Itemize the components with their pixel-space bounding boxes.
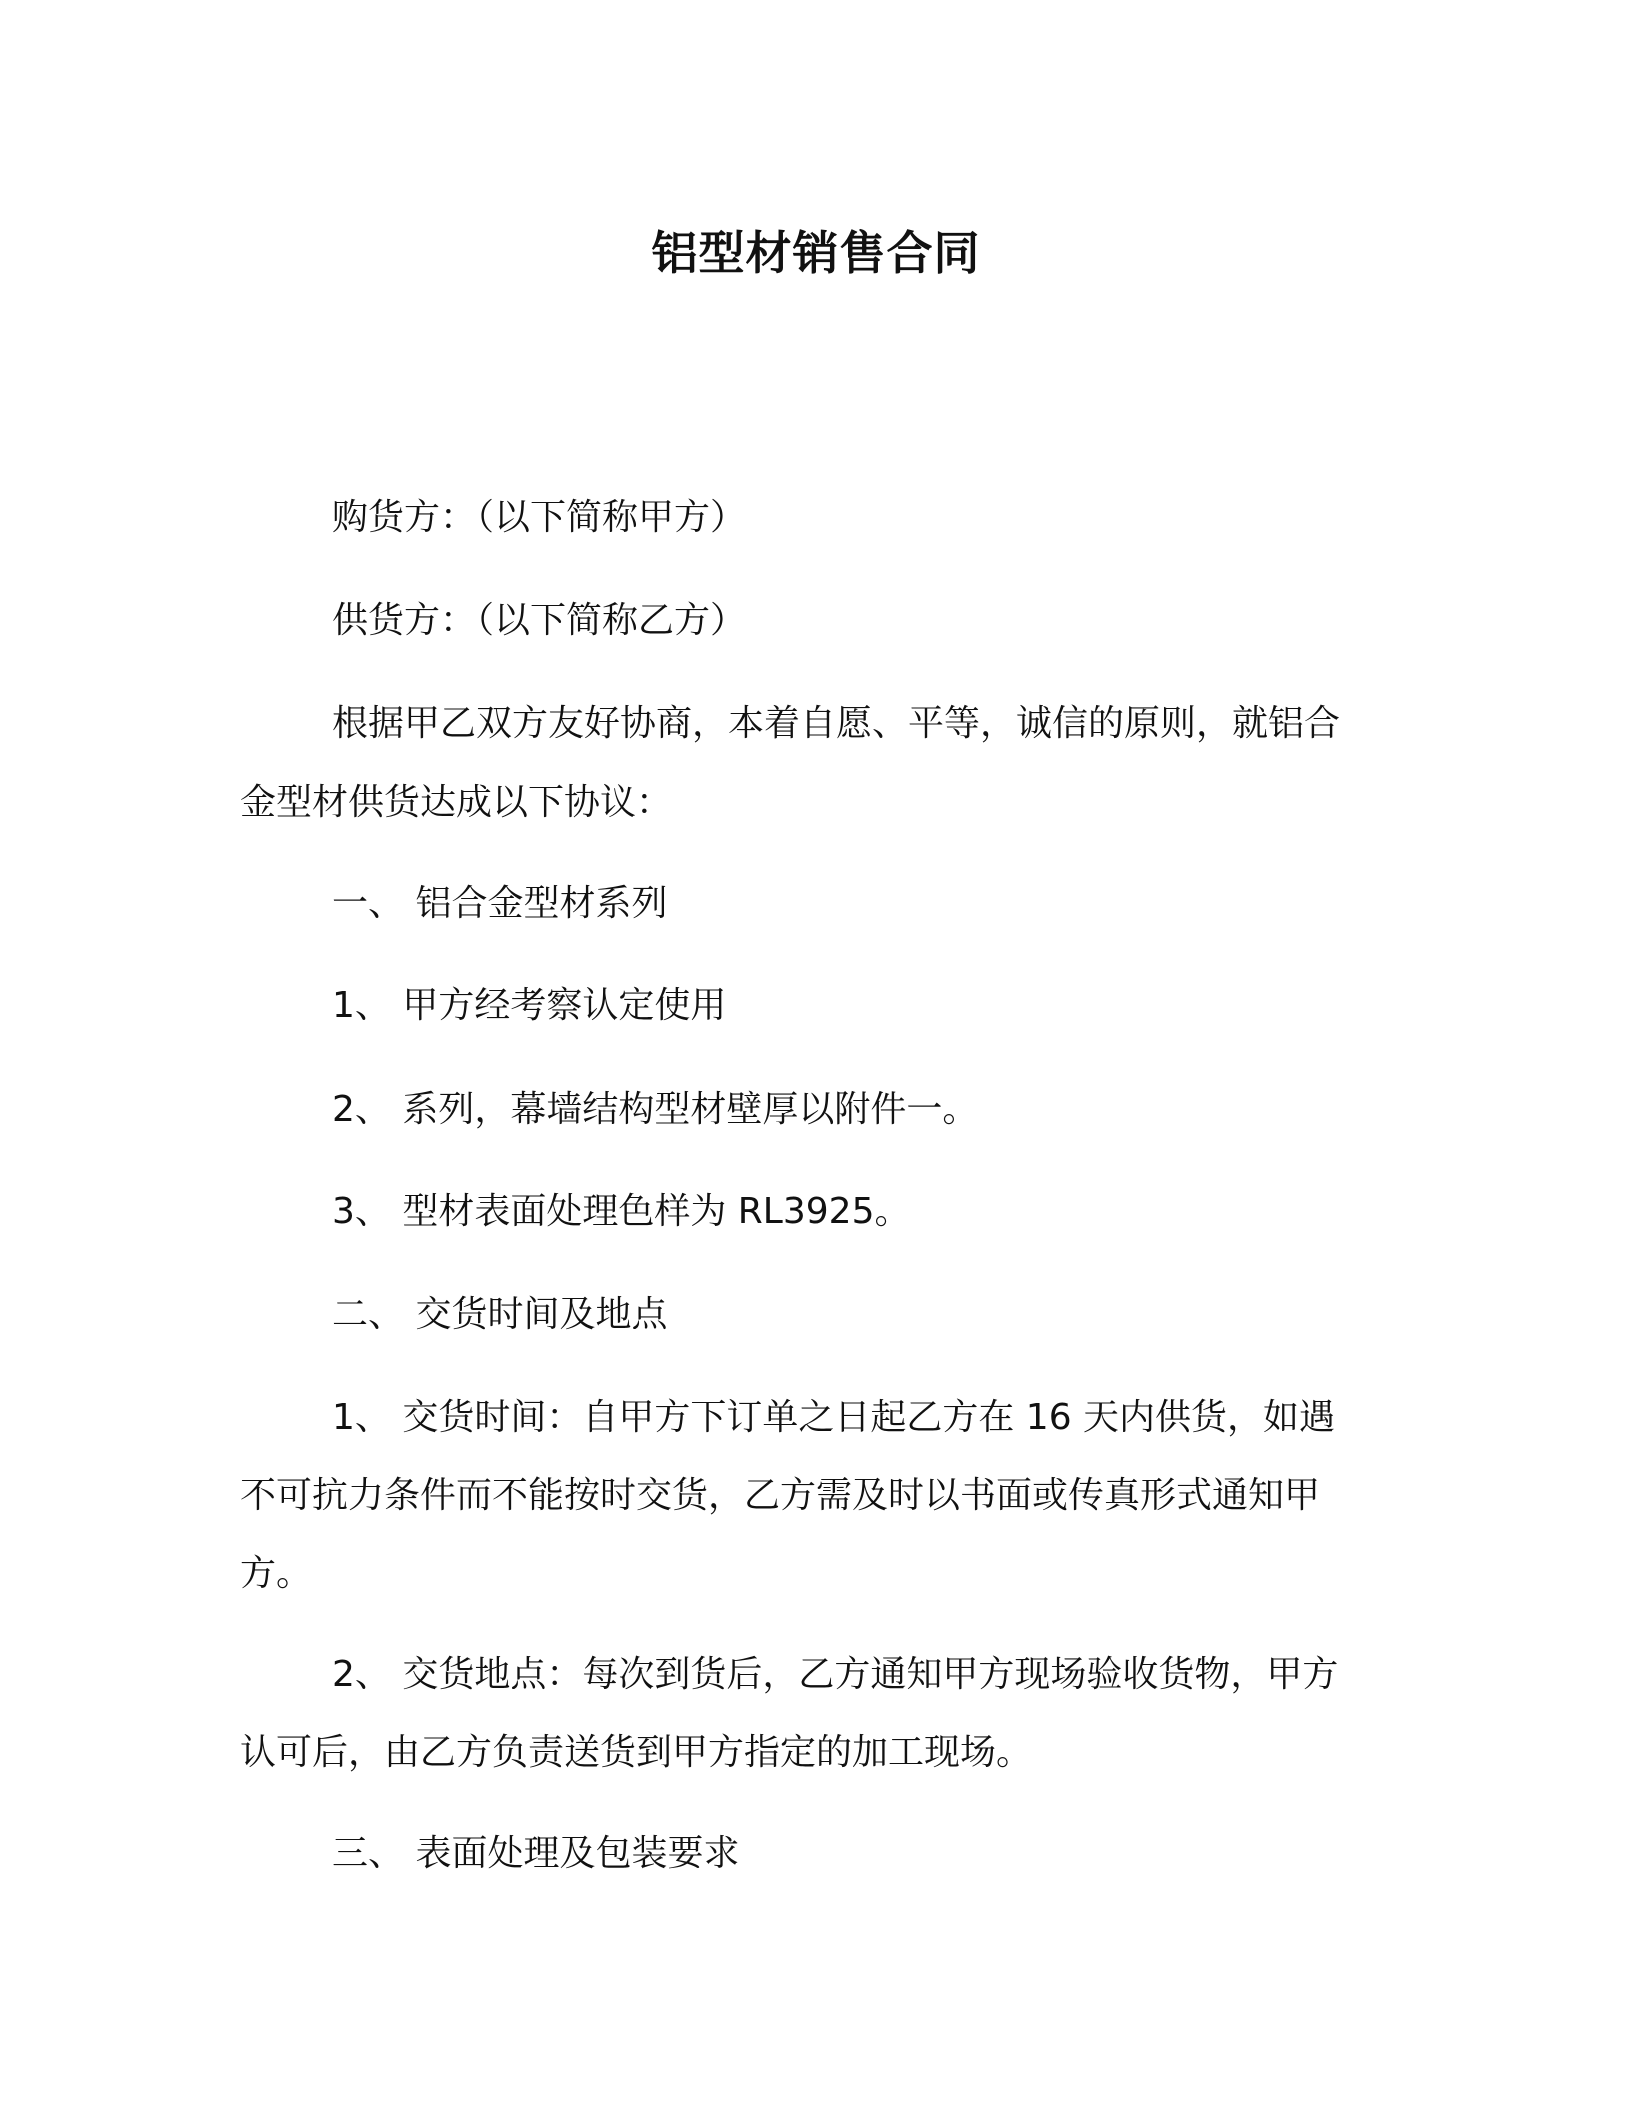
section-2-item-1-line-1: 1、 交货时间：自甲方下订单之日起乙方在 16 天内供货，如遇 [332,1397,1336,1438]
section-heading-1: 一、 铝合金型材系列 [332,883,668,924]
section-2-item-1-line-3: 方。 [240,1553,313,1594]
preamble-line-2: 金型材供货达成以下协议： [240,782,673,823]
section-1-item-1: 1、 甲方经考察认定使用 [332,985,727,1026]
supplier-line: 供货方：（以下简称乙方） [332,600,747,641]
section-heading-2: 二、 交货时间及地点 [332,1294,668,1335]
section-1-item-3: 3、 型材表面处理色样为 RL3925。 [332,1191,911,1232]
section-heading-3: 三、 表面处理及包装要求 [332,1833,740,1874]
section-1-item-2: 2、 系列，幕墙结构型材壁厚以附件一。 [332,1089,979,1130]
section-2-item-1-line-2: 不可抗力条件而不能按时交货，乙方需及时以书面或传真形式通知甲 [240,1475,1321,1516]
document-title: 铝型材销售合同 [651,226,981,280]
buyer-line: 购货方：（以下简称甲方） [332,497,747,538]
preamble-line-1: 根据甲乙双方友好协商，本着自愿、平等，诚信的原则，就铝合 [332,703,1341,744]
section-2-item-2-line-1: 2、 交货地点：每次到货后，乙方通知甲方现场验收货物，甲方 [332,1654,1339,1695]
section-2-item-2-line-2: 认可后，由乙方负责送货到甲方指定的加工现场。 [240,1732,1033,1773]
